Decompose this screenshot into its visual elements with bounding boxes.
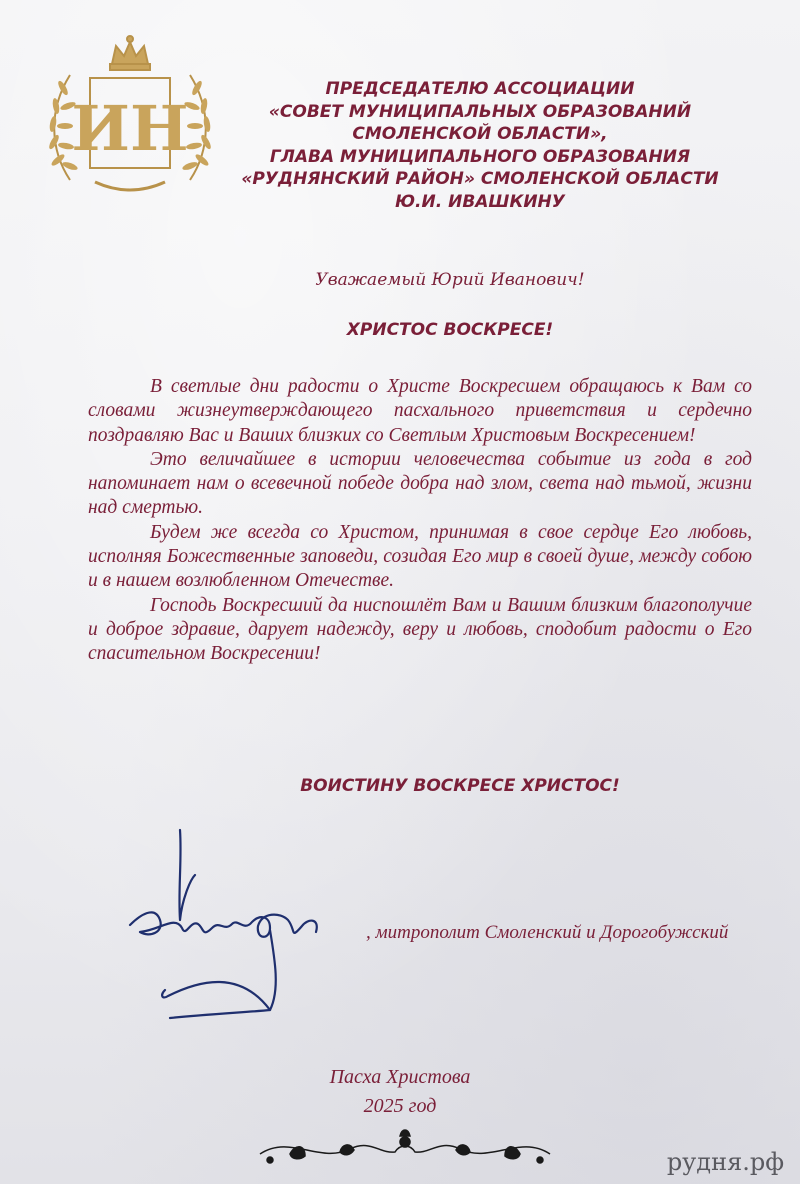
- address-line: ГЛАВА МУНИЦИПАЛЬНОГО ОБРАЗОВАНИЯ: [269, 146, 691, 167]
- ornament-flourish: [250, 1124, 560, 1174]
- closing-line: ВОИСТИНУ ВОСКРЕСЕ ХРИСТОС!: [300, 776, 620, 796]
- address-line: СМОЛЕНСКОЙ ОБЛАСТИ»,: [352, 124, 608, 145]
- greeting: Уважаемый Юрий Иванович!: [315, 270, 585, 290]
- body-paragraph: Будем же всегда со Христом, принимая в свое сердце Его любовь, исполняя Божественные заповеди, созидая Его мир в своей душе, между собою и в нашем возлюбленном Отечестве.: [88, 521, 752, 592]
- body-paragraph: Господь Воскресший да ниспошлёт Вам и Вашим близким благополучие и доброе здравие, дарует надежду, веру и любовь, сподобит радости о Его спасительном Воскресении!: [88, 594, 752, 665]
- signer-title: , митрополит Смоленский и Дорогобужский: [366, 922, 729, 943]
- address-line: «СОВЕТ МУНИЦИПАЛЬНЫХ ОБРАЗОВАНИЙ: [268, 101, 692, 122]
- body-paragraph: Это величайшее в истории человечества событие из года в год напоминает нам о всевечной победе добра над злом, света над тьмой, жизни над смертью.: [88, 448, 752, 519]
- signature: [120, 820, 360, 1025]
- emblem-monogram: ИН: [71, 92, 189, 165]
- heading: ХРИСТОС ВОСКРЕСЕ!: [346, 320, 554, 340]
- date-line-2: 2025 год: [363, 1095, 437, 1117]
- address-line: ПРЕДСЕДАТЕЛЮ АССОЦИАЦИИ: [325, 79, 635, 99]
- body-paragraph: В светлые дни радости о Христе Воскресшем обращаюсь к Вам со словами жизнеутверждающего пасхального приветствия и сердечно поздравляю Вас и Ваших близких со Светлым Христовым Воскресением!: [88, 376, 752, 446]
- letter-body: [88, 375, 752, 667]
- site-watermark: рудня.рф: [666, 1148, 784, 1176]
- emblem-logo: [40, 30, 220, 200]
- addressee-block: [230, 78, 730, 214]
- date-line-1: Пасха Христова: [329, 1066, 471, 1088]
- address-line: Ю.И. ИВАШКИНУ: [395, 191, 565, 212]
- address-line: «РУДНЯНСКИЙ РАЙОН» СМОЛЕНСКОЙ ОБЛАСТИ: [241, 169, 719, 190]
